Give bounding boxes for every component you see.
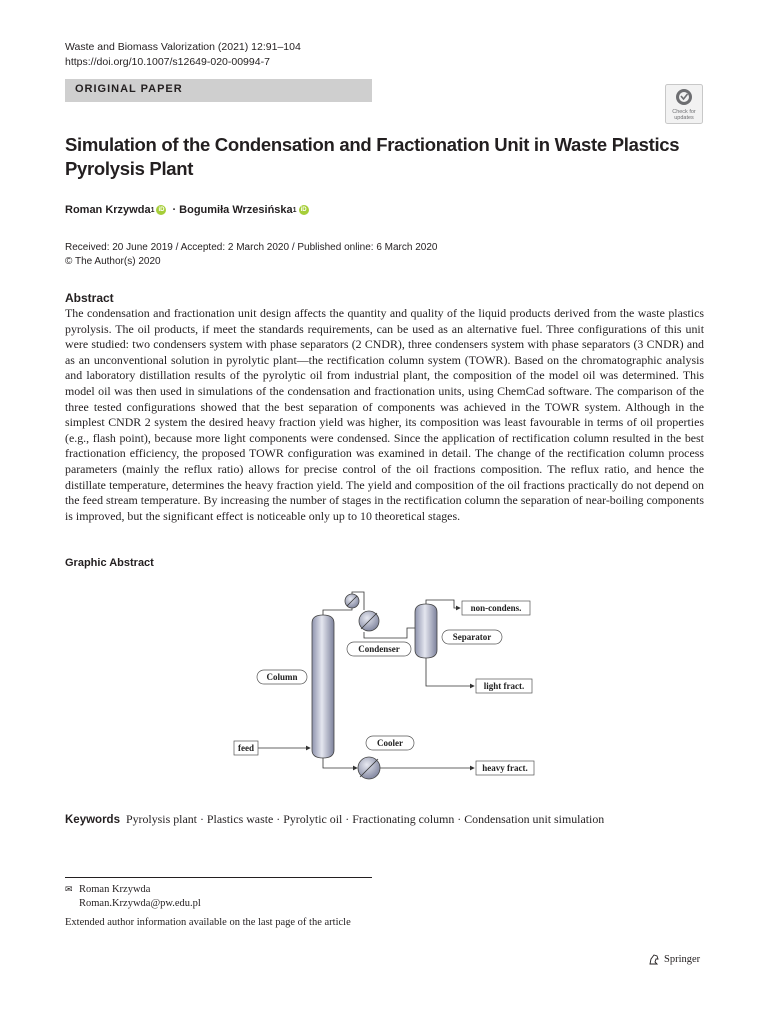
keyword: Pyrolysis plant [125, 812, 197, 826]
keywords-line [65, 812, 604, 827]
publication-dates [65, 241, 437, 269]
orcid-icon[interactable]: iD [300, 207, 307, 213]
separator-label: Separator [452, 632, 492, 642]
keyword-separator: · [197, 812, 207, 826]
dates-line: Received: 20 June 2019 / Accepted: 2 March 2020 / Published online: 6 March 2020 [65, 242, 438, 253]
author-name[interactable]: Bogumiła Wrzesińska [179, 204, 293, 216]
author-affiliation: 1 [150, 206, 155, 214]
journal-name: Waste and Biomass Valorization (2021) 12:91–104 [65, 41, 301, 53]
paper-type-label: ORIGINAL PAPER [75, 83, 183, 95]
graphic-abstract-diagram [232, 588, 536, 782]
doi-link[interactable]: https://doi.org/10.1007/s12649-020-00994-7 [65, 56, 270, 68]
keyword: Fractionating column [352, 812, 455, 826]
check-for-updates-badge[interactable] [665, 84, 703, 124]
journal-citation [65, 40, 301, 70]
keyword-separator: · [454, 812, 465, 826]
badge-line2: updates [674, 115, 694, 121]
column-label: Column [266, 672, 298, 682]
footnote-divider [65, 877, 372, 878]
copyright-line: © The Author(s) 2020 [65, 256, 161, 267]
non-condens-label: non-condens. [470, 603, 522, 613]
keyword-separator: · [342, 812, 353, 826]
envelope-icon: ✉ [65, 885, 73, 895]
orcid-icon[interactable]: iD [158, 207, 165, 213]
keyword: Plastics waste [206, 812, 274, 826]
corresponding-author [65, 883, 201, 911]
cooler-label: Cooler [377, 738, 403, 748]
abstract-text: The condensation and fractionation unit design affects the quantity and quality of the liquid products derived from the waste plastics pyrolysis. The oil products, if meet the standards requirements, can be used as an alternative fuel. Three configurations of this unit were studied: two condensers system with phase separators (2 CNDR), three condensers system with phase separators (3 CNDR) and as an unconventional solution in pyrolytic plant—the rectification column system (TOWR). Based on the chromatographic analysis and laboratory distillation results of the pyrolytic oil from industrial plant, the composition of the model oil was determined. This model oil was then used in simulations of the condensation and fractionation units, using ChemCad software. The comparison of the three tested configurations showed that the best separation of components was achieved in the TOWR system. Although in the simplest CNDR 2 system the desired heavy fraction yield was higher, its composition was least favourable in terms of oil properties (e.g., flash point), because more light components were condensed. Since the application of rectification column resulted in the best fractionation efficiency, the proposed TOWR configuration was examined in detail. The change of the rectification column process parameters (mainly the reflux ratio) allows for precise control of the oil fractions composition. The reflux ratio, and hence the distillate temperature, determines the heavy fraction yield. The yield and composition of the oil fractions practically do not depend on the feed stream temperature. By increasing the number of stages in the rectification column the separation of near-boiling components is improved, but the significant effect is noticeable only up to 10 theoretical stages. [65, 306, 704, 523]
column-vessel [312, 615, 334, 758]
publisher-logo [648, 953, 700, 965]
springer-horse-icon [648, 953, 660, 965]
corresponding-email[interactable]: Roman.Krzywda@pw.edu.pl [79, 898, 201, 909]
light-fraction-label: light fract. [483, 681, 525, 691]
corresponding-name: Roman Krzywda [79, 884, 151, 895]
graphic-abstract-heading: Graphic Abstract [65, 557, 154, 569]
badge-line1: Check for [672, 109, 696, 115]
keyword: Condensation unit simulation [464, 812, 605, 826]
check-for-updates-icon [665, 84, 703, 124]
heavy-fraction-label: heavy fract. [482, 763, 528, 773]
author-separator: · [172, 204, 177, 216]
author-list [65, 204, 312, 216]
condenser-label: Condenser [358, 644, 400, 654]
paper-type-bar [65, 79, 372, 102]
paper-title: Simulation of the Condensation and Fractionation Unit in Waste Plastics Pyrolysis Plant [65, 134, 680, 179]
keyword-separator: · [273, 812, 284, 826]
separator-vessel [415, 604, 437, 658]
keywords-label: Keywords [65, 814, 120, 826]
abstract-heading: Abstract [65, 291, 114, 305]
extended-author-info: Extended author information available on the last page of the article [65, 917, 351, 928]
author-affiliation: 1 [292, 206, 297, 214]
author-name[interactable]: Roman Krzywda [65, 204, 151, 216]
publisher-name: Springer [664, 953, 701, 965]
feed-label: feed [238, 743, 254, 753]
keyword: Pyrolytic oil [283, 812, 343, 826]
